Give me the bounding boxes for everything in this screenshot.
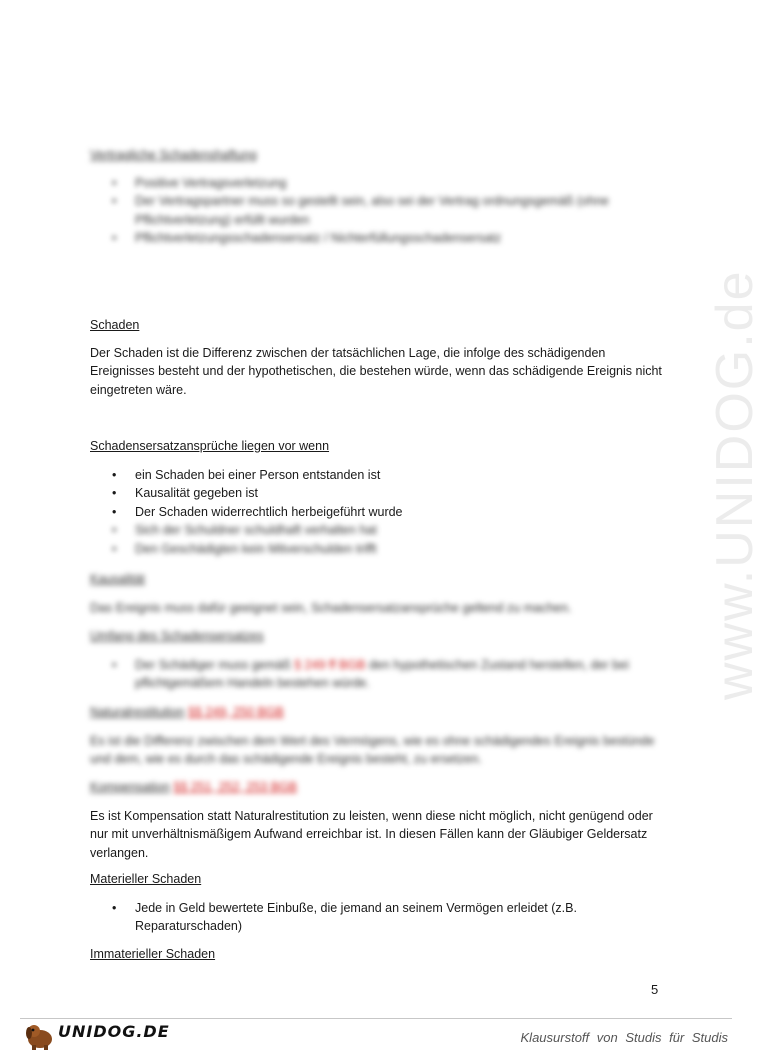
list-item: • Jede in Geld bewertete Einbuße, die jemand an seinem Vermögen erleidet (z.B. Reparaturschaden) — [90, 899, 665, 936]
bullet-list — [90, 174, 665, 248]
heading-text: Kompensation — [90, 780, 170, 794]
bullet-list — [90, 656, 665, 693]
law-reference: §§ 249, 250 BGB — [187, 705, 284, 719]
list-item: • Pflichtverletzungsschadensersatz / Nichterfüllungsschadensersatz — [90, 229, 665, 248]
section-materieller-schaden — [90, 870, 665, 936]
section-heading: Schadensersatzansprüche liegen vor wenn — [90, 439, 330, 453]
paragraph: Es ist Kompensation statt Naturalrestitution zu leisten, wenn diese nicht möglich, nicht genügend oder nur mit unverhältnismäßigem Aufwand erreichbar ist. In diesen Fällen kann der Gläubiger Geldersatz verlangen. — [90, 808, 653, 860]
list-item — [90, 656, 665, 693]
heading-text: Naturalrestitution — [90, 705, 185, 719]
list-item: • Der Vertragspartner muss so gestellt sein, also sei der Vertrag ordnungsgemäß (ohne Pflichtverletzung) erfüllt wurden — [90, 192, 665, 229]
bullet-list — [90, 466, 665, 559]
list-text: den hypothetischen Zustand herstellen, der bei pflichtgemäßem Handeln bestehen würde. — [135, 657, 629, 690]
list-text: Der Schädiger muss gemäß — [135, 657, 291, 672]
list-item: • Den Geschädigten kein Mitverschulden trifft — [90, 540, 665, 559]
section-heading: Kausalität — [90, 572, 145, 586]
section-vertragliche-haftung — [90, 146, 665, 248]
section-umfang — [90, 627, 665, 693]
list-item: • Kausalität gegeben ist — [90, 484, 665, 503]
list-item: • Der Schaden widerrechtlich herbeigeführt wurde — [90, 503, 665, 522]
paragraph: Der Schaden ist die Differenz zwischen der tatsächlichen Lage, die infolge des schädigenden Ereignisses besteht und der hypothetischen, die bestehen würde, wenn das schädigende Ereignis nicht eingetreten wäre. — [90, 345, 662, 397]
section-heading — [90, 778, 665, 797]
section-heading — [90, 703, 665, 722]
law-reference: § 249 ff BGB — [294, 657, 366, 672]
section-kausalitaet — [90, 570, 665, 617]
list-item: • ein Schaden bei einer Person entstanden ist — [90, 466, 665, 485]
law-reference: §§ 251, 252, 253 BGB — [173, 780, 298, 794]
footer-tagline: Klausurstoff von Studis für Studis — [520, 1030, 728, 1045]
bullet-list — [90, 899, 665, 936]
section-heading: Vertragliche Schadenshaftung — [90, 148, 257, 162]
page-number: 5 — [651, 982, 659, 997]
paragraph: Es ist die Differenz zwischen dem Wert des Vermögens, wie es ohne schädigendes Ereignis bestünde und dem, wie es durch das schädigende Ereignis besteht, zu ersetzen. — [90, 733, 655, 766]
list-item: • Sich der Schuldner schuldhaft verhalten hat — [90, 521, 665, 540]
section-heading: Immaterieller Schaden — [90, 947, 216, 961]
section-ansprueche — [90, 437, 665, 558]
list-item: • Positive Vertragsverletzung — [90, 174, 665, 193]
section-immaterieller-schaden — [90, 945, 665, 964]
section-heading: Umfang des Schadensersatzes — [90, 629, 264, 643]
paragraph: Das Ereignis muss dafür geeignet sein, Schadensersatzansprüche geltend zu machen. — [90, 600, 572, 615]
section-schaden — [90, 316, 665, 399]
section-naturalrestitution — [90, 703, 665, 769]
section-heading: Schaden — [90, 318, 140, 332]
section-heading: Materieller Schaden — [90, 872, 202, 886]
logo-text: UNIDOG.DE — [58, 1022, 170, 1041]
section-kompensation — [90, 778, 665, 862]
watermark: www.UNIDOG.de — [706, 269, 764, 700]
